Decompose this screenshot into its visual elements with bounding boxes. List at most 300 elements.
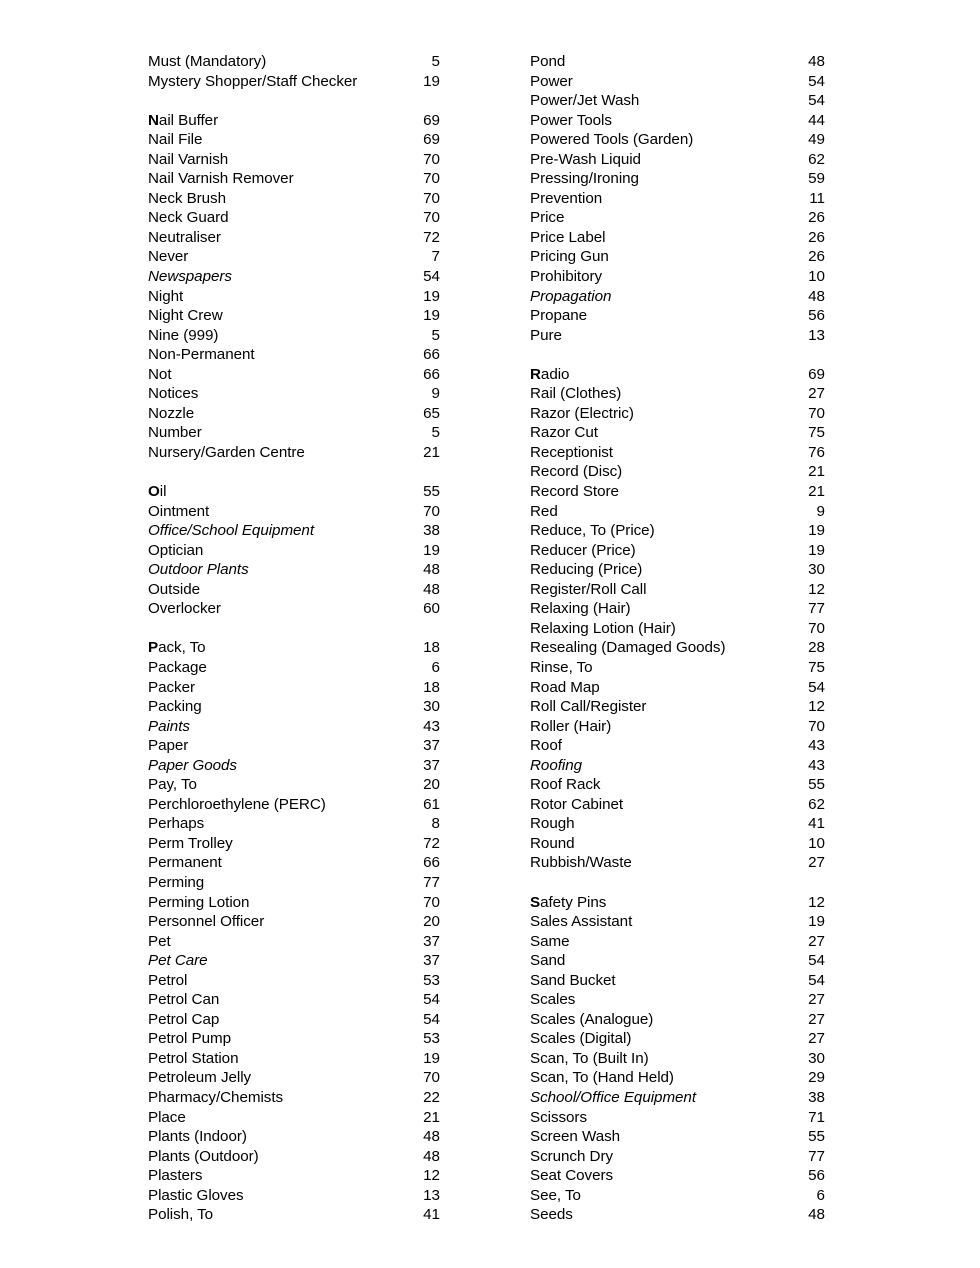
index-entry[interactable] bbox=[148, 1147, 440, 1167]
index-entry-page-number: 5 bbox=[431, 53, 440, 70]
index-entry[interactable] bbox=[148, 775, 440, 795]
index-entry[interactable] bbox=[530, 384, 825, 404]
index-entry[interactable] bbox=[530, 52, 825, 72]
index-entry-page-number: 72 bbox=[423, 834, 440, 852]
index-entry-page-number: 38 bbox=[808, 1088, 825, 1106]
index-entry-term bbox=[530, 365, 799, 385]
index-entry-page-number: 21 bbox=[808, 483, 825, 501]
index-entry-page-number: 70 bbox=[808, 404, 825, 422]
index-entry[interactable] bbox=[530, 795, 825, 815]
index-entry-page-number: 19 bbox=[423, 541, 440, 559]
index-entry-term: Petrol Station bbox=[148, 1049, 239, 1067]
index-entry-term: Plants (Indoor) bbox=[148, 1128, 247, 1146]
index-entry-term-rest: adio bbox=[540, 365, 570, 383]
index-entry[interactable] bbox=[148, 72, 440, 92]
section-separator bbox=[530, 345, 825, 365]
index-entry[interactable] bbox=[530, 267, 825, 287]
index-entry[interactable] bbox=[148, 1205, 440, 1225]
index-entry-page-number: 27 bbox=[808, 1010, 825, 1028]
section-separator bbox=[148, 619, 440, 639]
index-entry[interactable] bbox=[530, 619, 825, 639]
index-entry[interactable] bbox=[530, 971, 825, 991]
index-entry[interactable] bbox=[148, 404, 440, 424]
index-entry[interactable] bbox=[148, 990, 440, 1010]
index-entry-page-number: 12 bbox=[808, 893, 825, 911]
index-entry-term: Rinse, To bbox=[530, 658, 593, 676]
index-entry-page-number: 30 bbox=[808, 561, 825, 579]
index-entry-page-number: 37 bbox=[423, 737, 440, 755]
index-entry[interactable] bbox=[148, 150, 440, 170]
index-entry[interactable] bbox=[530, 91, 825, 111]
index-entry-page-number: 30 bbox=[423, 698, 440, 716]
index-entry[interactable] bbox=[530, 404, 825, 424]
index-entry-term: Scales bbox=[530, 991, 576, 1009]
index-entry[interactable] bbox=[148, 1186, 440, 1206]
index-entry[interactable] bbox=[530, 678, 825, 698]
index-entry-page-number: 66 bbox=[423, 346, 440, 364]
index-entry[interactable] bbox=[148, 971, 440, 991]
index-entry-term: Nail File bbox=[148, 131, 203, 149]
index-entry-term: Outdoor Plants bbox=[148, 561, 249, 579]
index-entry-term: Package bbox=[148, 658, 207, 676]
index-entry-page-number: 62 bbox=[808, 795, 825, 813]
index-entry[interactable] bbox=[148, 326, 440, 346]
index-entry-term: Prohibitory bbox=[530, 268, 603, 286]
index-entry[interactable] bbox=[530, 697, 825, 717]
index-entry-term: Pay, To bbox=[148, 776, 197, 794]
index-entry[interactable] bbox=[530, 169, 825, 189]
index-entry-term: Rubbish/Waste bbox=[530, 854, 632, 872]
index-entry-term: Personnel Officer bbox=[148, 913, 265, 931]
index-entry-term: Non-Permanent bbox=[148, 346, 255, 364]
index-entry-term: Packer bbox=[148, 678, 195, 696]
index-entry[interactable] bbox=[530, 1029, 825, 1049]
index-entry-page-number: 5 bbox=[431, 424, 440, 442]
index-entry-term-rest: ack, To bbox=[158, 639, 206, 657]
index-entry[interactable] bbox=[148, 658, 440, 678]
section-separator bbox=[148, 462, 440, 482]
index-entry[interactable] bbox=[148, 423, 440, 443]
index-entry-page-number: 49 bbox=[808, 131, 825, 149]
index-entry[interactable] bbox=[530, 932, 825, 952]
index-entry[interactable] bbox=[148, 502, 440, 522]
index-entry[interactable] bbox=[148, 287, 440, 307]
index-entry-page-number: 48 bbox=[423, 1147, 440, 1165]
index-entry[interactable] bbox=[148, 912, 440, 932]
index-entry[interactable] bbox=[530, 1166, 825, 1186]
index-entry[interactable] bbox=[148, 1166, 440, 1186]
index-entry[interactable] bbox=[148, 834, 440, 854]
index-entry-term: Perchloroethylene (PERC) bbox=[148, 795, 326, 813]
index-entry[interactable] bbox=[148, 717, 440, 737]
index-entry-page-number: 55 bbox=[808, 776, 825, 794]
index-entry[interactable] bbox=[530, 814, 825, 834]
index-entry[interactable] bbox=[530, 912, 825, 932]
index-entry-page-number: 48 bbox=[808, 287, 825, 305]
index-entry[interactable] bbox=[530, 1049, 825, 1069]
index-entry[interactable] bbox=[530, 287, 825, 307]
index-entry-term: Relaxing Lotion (Hair) bbox=[530, 619, 676, 637]
index-entry-page-number: 41 bbox=[423, 1206, 440, 1224]
index-entry-page-number: 13 bbox=[423, 1186, 440, 1204]
index-entry-page-number: 70 bbox=[423, 1069, 440, 1087]
index-entry-term: Packing bbox=[148, 698, 202, 716]
index-entry[interactable] bbox=[530, 853, 825, 873]
index-entry[interactable] bbox=[530, 893, 825, 913]
index-entry[interactable] bbox=[148, 189, 440, 209]
index-entry-term: Must (Mandatory) bbox=[148, 53, 267, 70]
index-entry-page-number: 12 bbox=[808, 580, 825, 598]
index-entry-page-number: 66 bbox=[423, 854, 440, 872]
index-entry-term: Road Map bbox=[530, 678, 600, 696]
index-entry-page-number: 70 bbox=[808, 619, 825, 637]
index-entry[interactable] bbox=[148, 384, 440, 404]
index-entry-term: Petrol Cap bbox=[148, 1010, 220, 1028]
index-entry-term: Perhaps bbox=[148, 815, 205, 833]
index-entry-page-number: 70 bbox=[808, 717, 825, 735]
index-entry[interactable] bbox=[148, 111, 440, 131]
index-entry[interactable] bbox=[148, 853, 440, 873]
index-entry-term: Nail Varnish bbox=[148, 150, 229, 168]
index-entry-term: Pure bbox=[530, 326, 562, 344]
index-entry-term-rest: il bbox=[159, 483, 167, 501]
index-entry[interactable] bbox=[148, 697, 440, 717]
index-entry-page-number: 77 bbox=[423, 873, 440, 891]
index-entry-page-number: 61 bbox=[423, 795, 440, 813]
index-entry[interactable] bbox=[530, 150, 825, 170]
index-entry[interactable] bbox=[148, 247, 440, 267]
index-entry[interactable] bbox=[148, 1108, 440, 1128]
index-entry-page-number: 44 bbox=[808, 111, 825, 129]
index-entry-page-number: 69 bbox=[808, 365, 825, 383]
index-entry-page-number: 10 bbox=[808, 834, 825, 852]
index-entry-term: Scissors bbox=[530, 1108, 587, 1126]
index-entry[interactable] bbox=[148, 678, 440, 698]
index-entry-term: Paints bbox=[148, 717, 190, 735]
index-entry-term: Sales Assistant bbox=[530, 913, 633, 931]
index-entry[interactable] bbox=[148, 345, 440, 365]
index-entry-term bbox=[148, 482, 414, 502]
index-entry[interactable] bbox=[530, 756, 825, 776]
index-entry[interactable] bbox=[530, 599, 825, 619]
index-entry[interactable] bbox=[530, 521, 825, 541]
index-entry-page-number: 54 bbox=[423, 991, 440, 1009]
index-entry[interactable] bbox=[148, 482, 440, 502]
index-entry-term: Night Crew bbox=[148, 307, 223, 325]
index-entry[interactable] bbox=[148, 795, 440, 815]
index-entry-term: Register/Roll Call bbox=[530, 580, 647, 598]
index-entry[interactable] bbox=[530, 1147, 825, 1167]
index-entry[interactable] bbox=[148, 1088, 440, 1108]
index-entry-page-number: 19 bbox=[423, 1049, 440, 1067]
index-entry-page-number: 18 bbox=[423, 639, 440, 657]
index-entry-term: Red bbox=[530, 502, 558, 520]
index-entry-term: Scales (Analogue) bbox=[530, 1010, 654, 1028]
index-entry-page-number: 54 bbox=[808, 971, 825, 989]
index-entry-term: Roofing bbox=[530, 756, 582, 774]
index-entry-term: See, To bbox=[530, 1186, 581, 1204]
index-entry[interactable] bbox=[530, 580, 825, 600]
index-entry-page-number: 12 bbox=[808, 698, 825, 716]
index-entry-term: Petrol Pump bbox=[148, 1030, 232, 1048]
index-entry[interactable] bbox=[530, 736, 825, 756]
index-entry-page-number: 26 bbox=[808, 209, 825, 227]
index-entry[interactable] bbox=[148, 521, 440, 541]
index-entry-term bbox=[148, 111, 414, 131]
index-entry-page-number: 27 bbox=[808, 1030, 825, 1048]
index-entry-term: Paper Goods bbox=[148, 756, 237, 774]
index-entry[interactable] bbox=[530, 247, 825, 267]
index-entry[interactable] bbox=[148, 580, 440, 600]
index-entry[interactable] bbox=[530, 365, 825, 385]
section-initial-letter: S bbox=[530, 893, 541, 911]
index-entry[interactable] bbox=[148, 560, 440, 580]
index-column-left bbox=[148, 52, 440, 1225]
index-entry-term: Reducing (Price) bbox=[530, 561, 643, 579]
index-entry-page-number: 70 bbox=[423, 170, 440, 188]
index-entry-page-number: 59 bbox=[808, 170, 825, 188]
index-entry[interactable] bbox=[148, 228, 440, 248]
index-entry-term: Record (Disc) bbox=[530, 463, 623, 481]
index-entry[interactable] bbox=[148, 893, 440, 913]
index-entry-term: Never bbox=[148, 248, 189, 266]
index-entry[interactable] bbox=[530, 482, 825, 502]
index-entry-term: Optician bbox=[148, 541, 204, 559]
index-entry[interactable] bbox=[148, 306, 440, 326]
index-entry[interactable] bbox=[148, 52, 440, 72]
index-entry[interactable] bbox=[530, 1186, 825, 1206]
index-entry[interactable] bbox=[530, 306, 825, 326]
index-entry-term: Petrol Can bbox=[148, 991, 220, 1009]
index-entry-page-number: 37 bbox=[423, 756, 440, 774]
index-entry-page-number: 19 bbox=[808, 541, 825, 559]
index-entry-term: Neutraliser bbox=[148, 228, 221, 246]
index-entry-page-number: 20 bbox=[423, 776, 440, 794]
index-entry-page-number: 9 bbox=[431, 385, 440, 403]
index-entry-page-number: 43 bbox=[808, 756, 825, 774]
index-entry-term: Petroleum Jelly bbox=[148, 1069, 252, 1087]
index-entry-term: Pet Care bbox=[148, 952, 208, 970]
index-entry-term: Paper bbox=[148, 737, 189, 755]
index-entry-term: Power/Jet Wash bbox=[530, 92, 640, 110]
index-entry-page-number: 53 bbox=[423, 971, 440, 989]
index-entry[interactable] bbox=[148, 169, 440, 189]
index-entry[interactable] bbox=[148, 365, 440, 385]
index-entry[interactable] bbox=[148, 736, 440, 756]
index-entry-term: Resealing (Damaged Goods) bbox=[530, 639, 726, 657]
index-entry-page-number: 18 bbox=[423, 678, 440, 696]
index-entry[interactable] bbox=[148, 932, 440, 952]
index-entry-term: Nozzle bbox=[148, 404, 195, 422]
index-entry-page-number: 43 bbox=[808, 737, 825, 755]
index-entry[interactable] bbox=[530, 502, 825, 522]
index-entry-page-number: 26 bbox=[808, 248, 825, 266]
index-entry[interactable] bbox=[530, 423, 825, 443]
index-entry-page-number: 72 bbox=[423, 228, 440, 246]
index-entry[interactable] bbox=[148, 599, 440, 619]
index-entry-term: Sand Bucket bbox=[530, 971, 616, 989]
index-entry[interactable] bbox=[148, 814, 440, 834]
index-entry-term: Not bbox=[148, 365, 172, 383]
index-entry[interactable] bbox=[148, 1029, 440, 1049]
section-separator bbox=[530, 873, 825, 893]
index-entry[interactable] bbox=[530, 326, 825, 346]
index-entry-term: Roof bbox=[530, 737, 562, 755]
index-entry-term: Office/School Equipment bbox=[148, 522, 315, 540]
index-entry[interactable] bbox=[530, 717, 825, 737]
index-entry[interactable] bbox=[530, 1010, 825, 1030]
index-entry[interactable] bbox=[530, 111, 825, 131]
index-entry-page-number: 48 bbox=[808, 53, 825, 70]
index-entry[interactable] bbox=[530, 1127, 825, 1147]
index-entry[interactable] bbox=[530, 462, 825, 482]
index-entry[interactable] bbox=[530, 951, 825, 971]
index-entry-page-number: 54 bbox=[808, 92, 825, 110]
index-entry-term: Rail (Clothes) bbox=[530, 385, 622, 403]
index-entry-page-number: 13 bbox=[808, 326, 825, 344]
index-entry-term: Reducer (Price) bbox=[530, 541, 636, 559]
index-entry[interactable] bbox=[530, 541, 825, 561]
index-entry-term-rest: ail Buffer bbox=[158, 111, 219, 129]
index-entry-page-number: 43 bbox=[423, 717, 440, 735]
index-entry-term: Night bbox=[148, 287, 184, 305]
index-entry-page-number: 70 bbox=[423, 893, 440, 911]
index-entry-term: Nail Varnish Remover bbox=[148, 170, 294, 188]
index-entry[interactable] bbox=[148, 1049, 440, 1069]
index-entry-term: Razor (Electric) bbox=[530, 404, 634, 422]
index-entry[interactable] bbox=[530, 990, 825, 1010]
index-entry[interactable] bbox=[148, 541, 440, 561]
index-entry-term: Mystery Shopper/Staff Checker bbox=[148, 72, 358, 90]
index-entry[interactable] bbox=[530, 658, 825, 678]
index-entry[interactable] bbox=[530, 189, 825, 209]
index-entry-page-number: 70 bbox=[423, 189, 440, 207]
index-entry-page-number: 19 bbox=[423, 307, 440, 325]
index-entry[interactable] bbox=[530, 834, 825, 854]
index-entry-page-number: 26 bbox=[808, 228, 825, 246]
index-entry-term: Scales (Digital) bbox=[530, 1030, 632, 1048]
index-entry-page-number: 60 bbox=[423, 600, 440, 618]
index-entry-page-number: 48 bbox=[423, 1128, 440, 1146]
index-entry-page-number: 69 bbox=[423, 131, 440, 149]
index-entry-page-number: 77 bbox=[808, 1147, 825, 1165]
index-entry-term: Roll Call/Register bbox=[530, 698, 647, 716]
index-entry-page-number: 41 bbox=[808, 815, 825, 833]
index-entry-term: Razor Cut bbox=[530, 424, 598, 442]
index-entry[interactable] bbox=[530, 208, 825, 228]
index-entry-page-number: 21 bbox=[423, 1108, 440, 1126]
index-entry[interactable] bbox=[530, 638, 825, 658]
index-entry-page-number: 30 bbox=[808, 1049, 825, 1067]
index-entry-page-number: 21 bbox=[808, 463, 825, 481]
index-entry-page-number: 48 bbox=[808, 1206, 825, 1224]
index-entry[interactable] bbox=[530, 1088, 825, 1108]
index-entry-page-number: 5 bbox=[431, 326, 440, 344]
index-entry-term: Ointment bbox=[148, 502, 210, 520]
index-entry[interactable] bbox=[530, 228, 825, 248]
index-entry-term: Reduce, To (Price) bbox=[530, 522, 655, 540]
index-entry-page-number: 65 bbox=[423, 404, 440, 422]
index-entry[interactable] bbox=[148, 756, 440, 776]
index-entry-page-number: 37 bbox=[423, 952, 440, 970]
index-entry[interactable] bbox=[530, 72, 825, 92]
index-entry[interactable] bbox=[148, 1010, 440, 1030]
index-entry-term: Power Tools bbox=[530, 111, 612, 129]
index-entry-term: Newspapers bbox=[148, 268, 232, 286]
index-entry-term: Plasters bbox=[148, 1167, 203, 1185]
index-entry-page-number: 48 bbox=[423, 561, 440, 579]
index-entry-term: Pre-Wash Liquid bbox=[530, 150, 641, 168]
index-entry-page-number: 69 bbox=[423, 111, 440, 129]
index-entry-term: Outside bbox=[148, 580, 200, 598]
index-entry-page-number: 27 bbox=[808, 932, 825, 950]
index-entry-term bbox=[148, 638, 414, 658]
index-entry-term: Pricing Gun bbox=[530, 248, 609, 266]
index-entry-page-number: 70 bbox=[423, 502, 440, 520]
index-entry[interactable] bbox=[148, 443, 440, 463]
index-entry-term: Nine (999) bbox=[148, 326, 219, 344]
index-entry-page-number: 6 bbox=[816, 1186, 825, 1204]
index-entry-term: Seat Covers bbox=[530, 1167, 614, 1185]
index-entry[interactable] bbox=[148, 208, 440, 228]
index-entry[interactable] bbox=[148, 1068, 440, 1088]
index-entry-term: Receptionist bbox=[530, 443, 613, 461]
index-entry-page-number: 11 bbox=[809, 189, 825, 207]
index-entry-page-number: 8 bbox=[431, 815, 440, 833]
section-initial-letter: O bbox=[148, 483, 160, 501]
index-entry-term-rest: afety Pins bbox=[540, 893, 607, 911]
index-entry-page-number: 66 bbox=[423, 365, 440, 383]
index-entry-term: Powered Tools (Garden) bbox=[530, 131, 694, 149]
index-entry-page-number: 54 bbox=[423, 268, 440, 286]
index-entry-term: Pond bbox=[530, 53, 566, 70]
index-entry[interactable] bbox=[530, 130, 825, 150]
index-entry[interactable] bbox=[148, 267, 440, 287]
index-entry-page-number: 12 bbox=[423, 1167, 440, 1185]
index-entry[interactable] bbox=[530, 1068, 825, 1088]
index-entry-term: Propane bbox=[530, 307, 588, 325]
index-entry-page-number: 19 bbox=[808, 522, 825, 540]
index-entry-term: Petrol bbox=[148, 971, 188, 989]
index-entry-term: Pet bbox=[148, 932, 171, 950]
index-entry[interactable] bbox=[148, 638, 440, 658]
index-entry[interactable] bbox=[148, 873, 440, 893]
index-entry-term: Plants (Outdoor) bbox=[148, 1147, 259, 1165]
index-entry-term: Perm Trolley bbox=[148, 834, 233, 852]
index-entry-term: Notices bbox=[148, 385, 199, 403]
index-entry-term: Same bbox=[530, 932, 570, 950]
index-entry[interactable] bbox=[530, 560, 825, 580]
index-entry-term: Permanent bbox=[148, 854, 222, 872]
index-entry[interactable] bbox=[148, 951, 440, 971]
index-entry-term: Nursery/Garden Centre bbox=[148, 443, 305, 461]
index-entry-term: Overlocker bbox=[148, 600, 221, 618]
index-entry[interactable] bbox=[148, 130, 440, 150]
index-entry-term: Scan, To (Hand Held) bbox=[530, 1069, 674, 1087]
index-entry-term: Round bbox=[530, 834, 575, 852]
index-entry[interactable] bbox=[530, 775, 825, 795]
index-entry-term: Perming bbox=[148, 873, 205, 891]
index-entry[interactable] bbox=[530, 443, 825, 463]
index-entry-page-number: 27 bbox=[808, 385, 825, 403]
index-entry-page-number: 77 bbox=[808, 600, 825, 618]
index-entry[interactable] bbox=[530, 1108, 825, 1128]
index-entry-page-number: 56 bbox=[808, 1167, 825, 1185]
index-entry-page-number: 71 bbox=[808, 1108, 825, 1126]
index-entry[interactable] bbox=[530, 1205, 825, 1225]
index-entry[interactable] bbox=[148, 1127, 440, 1147]
index-entry-page-number: 10 bbox=[808, 268, 825, 286]
